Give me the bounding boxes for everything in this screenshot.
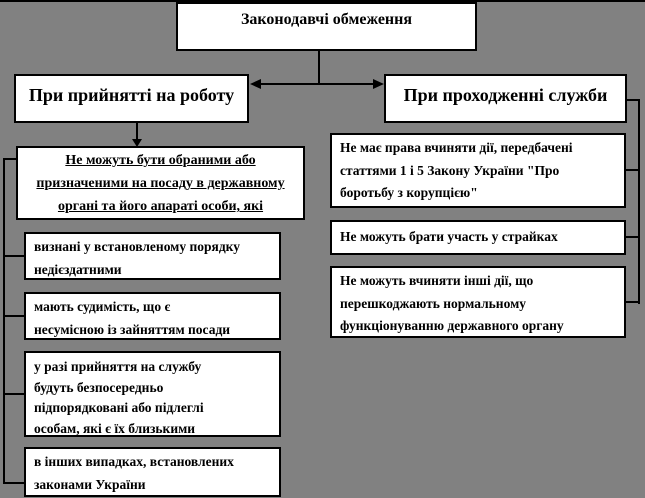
connector-headers-horizontal	[261, 83, 376, 85]
right-bracket-stub-3	[626, 301, 638, 303]
right-header-box	[384, 74, 627, 123]
text-line: Не має права вчиняти дії, передбачені	[340, 140, 573, 155]
left-bracket-stub-3	[5, 393, 24, 395]
connector-left-header-vertical	[136, 123, 138, 139]
arrowhead-to-left-header	[250, 79, 261, 89]
text-line: визнані у встановленому порядку	[34, 239, 241, 254]
left-item-box-other-cases	[24, 447, 281, 497]
text-line: в інших випадках, встановлених	[34, 454, 234, 469]
left-header-box	[14, 74, 249, 123]
left-bracket-vertical	[3, 158, 5, 484]
text-line: боротьбу з корупцією"	[340, 185, 478, 200]
connector-title-vertical	[318, 51, 320, 84]
right-bracket-vertical	[638, 99, 640, 304]
text-line: підпорядковані або підлеглі	[34, 400, 204, 415]
text-line: у разі прийняття на службу	[34, 359, 202, 374]
title-box	[176, 2, 477, 51]
arrowhead-to-right-header	[373, 79, 384, 89]
text-line: функціонуванню державного органу	[340, 318, 564, 333]
text-line: статтями 1 і 5 Закону України "Про	[340, 162, 560, 178]
left-item-box-subordination	[24, 351, 281, 437]
text-line: мають судимість, що є	[34, 299, 171, 314]
right-item-box-corruption-law	[330, 133, 626, 208]
left-item-box-criminal-record	[24, 292, 281, 340]
text-line: особам, які є їх близькими	[34, 420, 196, 436]
left-item-box-incapacity	[24, 232, 281, 280]
intro-line: органі та його апараті особи, які	[57, 199, 264, 214]
left-header-label: При прийнятті на роботу	[28, 85, 235, 105]
right-bracket-stub-1	[626, 169, 638, 171]
right-item-box-obstruction	[330, 266, 626, 338]
right-bracket-stub-2	[626, 236, 638, 238]
intro-line: Не можуть бути обраними або	[65, 153, 256, 168]
text-line: законами України	[34, 476, 146, 492]
intro-line: призначеними на посаду в державному	[36, 176, 285, 191]
right-item-box-strikes	[330, 220, 626, 255]
title-box-label: Законодавчі обмеження	[240, 11, 413, 28]
text-line: будуть безпосередньо	[34, 379, 164, 395]
right-header-label: При проходженні служби	[403, 85, 608, 105]
left-bracket-stub-1	[5, 255, 24, 257]
intro-box	[16, 146, 305, 220]
text-line: недієздатними	[34, 261, 122, 277]
text-line: Не можуть брати участь у страйках	[340, 229, 558, 244]
text-line: несумісною із зайняттям посади	[34, 321, 231, 337]
text-line: Не можуть вчиняти інші дії, що	[340, 273, 534, 288]
left-bracket-stub-4	[5, 482, 24, 484]
left-bracket-stub-2	[5, 315, 24, 317]
text-line: перешкоджають нормальному	[340, 295, 527, 311]
